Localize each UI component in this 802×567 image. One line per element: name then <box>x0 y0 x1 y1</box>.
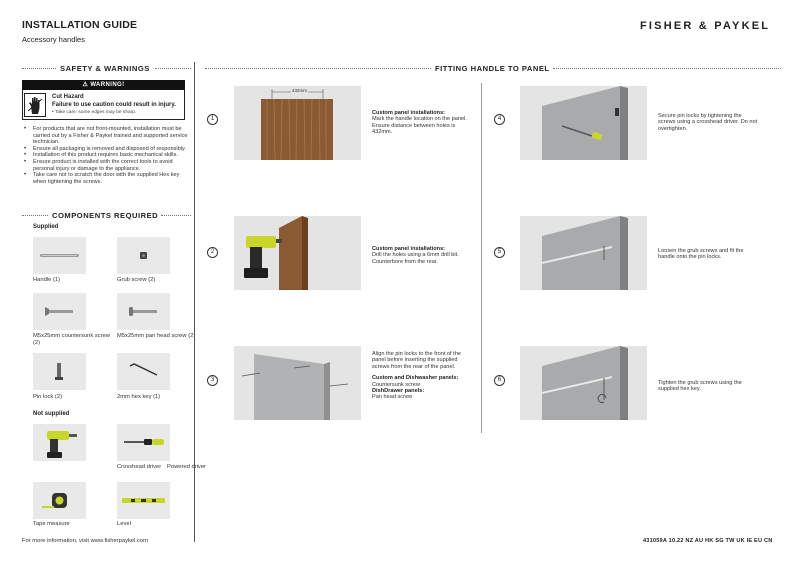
step-number: 1 <box>207 114 218 125</box>
step-6-image <box>520 346 647 420</box>
handle-image <box>33 237 86 274</box>
page-subtitle: Accessory handles <box>22 35 85 44</box>
divider <box>205 68 431 69</box>
step-number: 3 <box>207 375 218 386</box>
safety-heading: SAFETY & WARNINGS <box>60 64 150 73</box>
step-4-image <box>520 86 647 160</box>
step-1-image <box>234 86 361 160</box>
column-divider <box>194 62 195 542</box>
step-title: Custom panel installations: <box>372 246 446 252</box>
warning-label: ⚠ WARNING! <box>22 80 185 90</box>
hazard-text: Failure to use caution could result in injury. <box>52 102 176 108</box>
step-number: 6 <box>494 375 505 386</box>
countersunk-screw-image <box>33 293 86 330</box>
step-body: Align the pin locks to the front of the panel before inserting the supplied screws from the rear of the panel. <box>372 351 461 370</box>
step-number: 4 <box>494 114 505 125</box>
step-number: 2 <box>207 247 218 258</box>
step-1-text <box>372 110 472 136</box>
divider <box>553 68 781 69</box>
document-code: 431059A 10.22 NZ AU HK SG TW UK IE EU CN <box>643 538 773 544</box>
component-label: Handle (1) <box>33 277 61 283</box>
step-body: Mark the handle location on the panel. Ensure distance between holes is 432mm. <box>372 116 467 136</box>
list-item: • Ensure product is installed with the correct tools to avoid personal injury or damage to the appliance. <box>24 159 192 172</box>
step-2-text <box>372 246 472 265</box>
divider <box>22 68 56 69</box>
brand-logo: FISHER & PAYKEL <box>640 20 771 32</box>
step-body: Drill the holes using a 6mm drill bit. Counterbore from the rear. <box>372 252 459 265</box>
powered-driver-image <box>33 424 86 461</box>
cut-hazard-icon <box>24 93 46 117</box>
divider <box>22 215 48 216</box>
component-label: Tape measure <box>33 521 70 527</box>
step-4-text <box>658 113 758 132</box>
pin-lock-image <box>33 353 86 390</box>
component-label: 2mm hex key (1) <box>117 394 161 400</box>
component-label: Grub screw (2) <box>117 277 156 283</box>
list-item: • For products that are not front-mounted, installation must be carried out by a Fisher & Paykel trained and supported service technician. <box>24 126 192 146</box>
component-label: Pin lock (2) <box>33 394 62 400</box>
step-subtext: Pan head screw <box>372 394 413 401</box>
step-subtitle: Custom and Dishwasher panels: <box>372 375 459 382</box>
component-label: M5x25mm countersunk screw (2) <box>33 333 110 346</box>
list-item: • Installation of this product requires basic mechanical skills. <box>24 152 192 159</box>
step-body: Secure pin locks by tightening the screws using a crosshead driver. Do not overtighten. <box>658 113 758 132</box>
step-5-image <box>520 216 647 290</box>
hazard-note: • Take care: some edges may be sharp. <box>52 110 137 115</box>
grub-screw-image <box>117 237 170 274</box>
hazard-title: Cut Hazard <box>52 94 84 100</box>
component-label: Powered driver <box>167 464 206 470</box>
components-heading: COMPONENTS REQUIRED <box>52 211 159 220</box>
dimension-label: 432mm <box>292 88 308 93</box>
fitting-heading: FITTING HANDLE TO PANEL <box>435 64 550 73</box>
page-title: INSTALLATION GUIDE <box>22 19 138 31</box>
safety-bullet-list <box>24 126 192 185</box>
step-subtitle: DishDrawer panels: <box>372 388 425 395</box>
footer-info: For more information, visit www.fisherpaykel.com <box>22 538 148 544</box>
not-supplied-label: Not supplied <box>33 411 70 417</box>
step-body: Loosen the grub screws and fit the handle onto the pin locks. <box>658 248 744 261</box>
step-body: Tighten the grub screws using the supplied hex key. <box>658 380 742 393</box>
step-6-text <box>658 380 758 393</box>
step-title: Custom panel installations: <box>372 110 446 116</box>
step-3-image <box>234 346 361 420</box>
component-label: Level <box>117 521 131 527</box>
step-3-text <box>372 351 472 401</box>
supplied-label: Supplied <box>33 224 59 230</box>
hex-key-image <box>117 353 170 390</box>
divider <box>161 215 191 216</box>
crosshead-driver-image <box>117 424 170 461</box>
level-image <box>117 482 170 519</box>
step-5-text <box>658 248 758 261</box>
step-number: 5 <box>494 247 505 258</box>
pan-head-screw-image <box>117 293 170 330</box>
component-label: Crosshead driver <box>117 464 162 470</box>
divider <box>155 68 191 69</box>
list-item: • Ensure all packaging is removed and disposed of responsibly. <box>24 146 192 153</box>
column-divider <box>481 83 482 433</box>
tape-measure-image <box>33 482 86 519</box>
list-item: • Take care not to scratch the door with the supplied Hex key when tightening the screws. <box>24 172 192 185</box>
step-2-image <box>234 216 361 290</box>
step-subtext: Countersunk screw <box>372 381 420 388</box>
component-label: M5x25mm pan head screw (2) <box>117 333 196 339</box>
